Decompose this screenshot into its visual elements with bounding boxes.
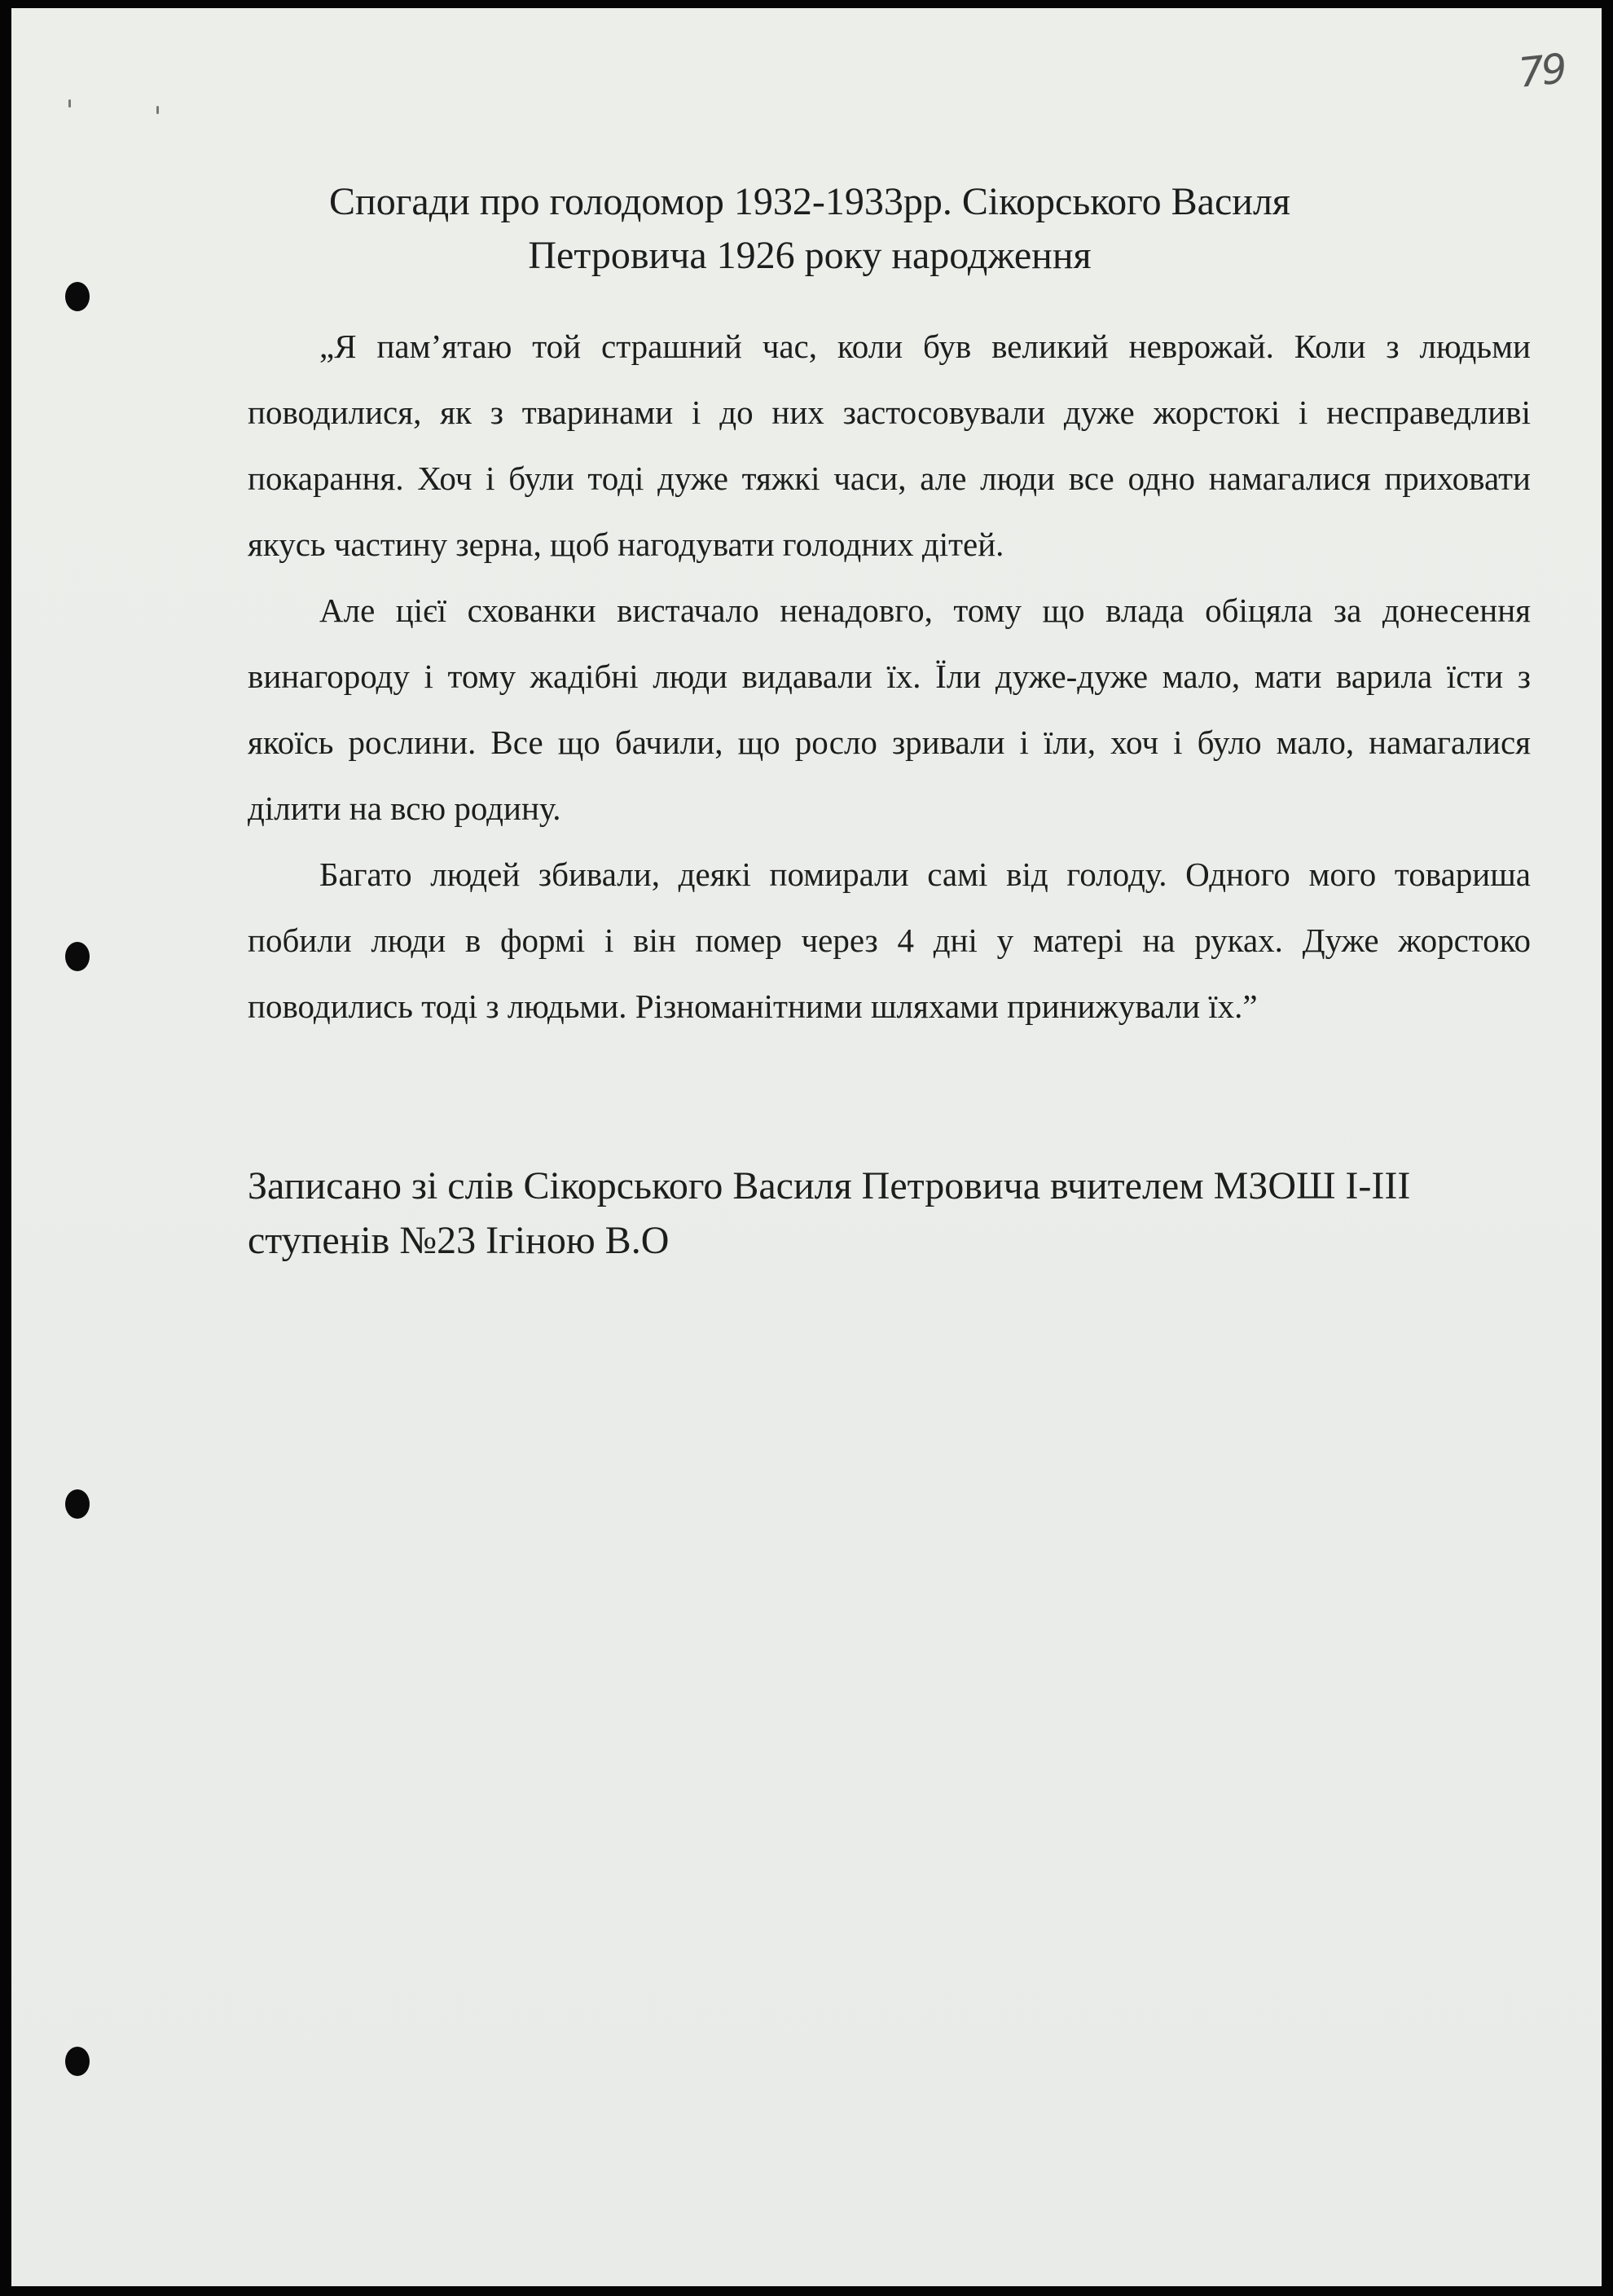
punch-hole (65, 942, 90, 971)
punch-hole (65, 1489, 90, 1519)
scan-speck (156, 106, 159, 114)
paragraph-1: „Я пам’ятаю той страшний час, коли був великий неврожай. Коли з людьми поводилися, як з тваринами і до них застосовували дуже жорстокі і несправедливі покарання. Хоч і були тоді дуже тяжкі часи, але люди все одно намагалися приховати якусь частину зерна, щоб нагодувати голодних дітей. (248, 328, 1531, 563)
memoir-text (248, 314, 1531, 1040)
punch-hole (65, 282, 90, 311)
paragraph-3: Багато людей збивали, деякі помирали самі від голоду. Одного мого товариша побили люди в формі і він помер через 4 дні у матері на руках. Дуже жорстоко поводились тоді з людьми. Різноманітними шляхами принижували їх.” (248, 856, 1531, 1025)
paragraph-2: Але цієї схованки вистачало ненадовго, тому що влада обіцяла за донесення винагороду і тому жадібні люди видавали їх. Їли дуже-дуже мало, мати варила їсти з якоїсь рослини. Все що бачили, що росло зривали і їли, хоч і було мало, намагалися ділити на всю родину. (248, 592, 1531, 827)
paper-sheet (11, 8, 1602, 2286)
scan-speck (68, 99, 71, 108)
document-title: Спогади про голодомор 1932-1933рр. Сікорського Василя Петровича 1926 року народження (329, 180, 1290, 277)
recorded-by-note: Записано зі слів Сікорського Василя Петровича вчителем МЗОШ І-ІІІ ступенів №23 Ігіною В.О (248, 1164, 1411, 1262)
punch-hole (65, 2047, 90, 2076)
handwritten-page-number: 79 (1516, 45, 1567, 97)
